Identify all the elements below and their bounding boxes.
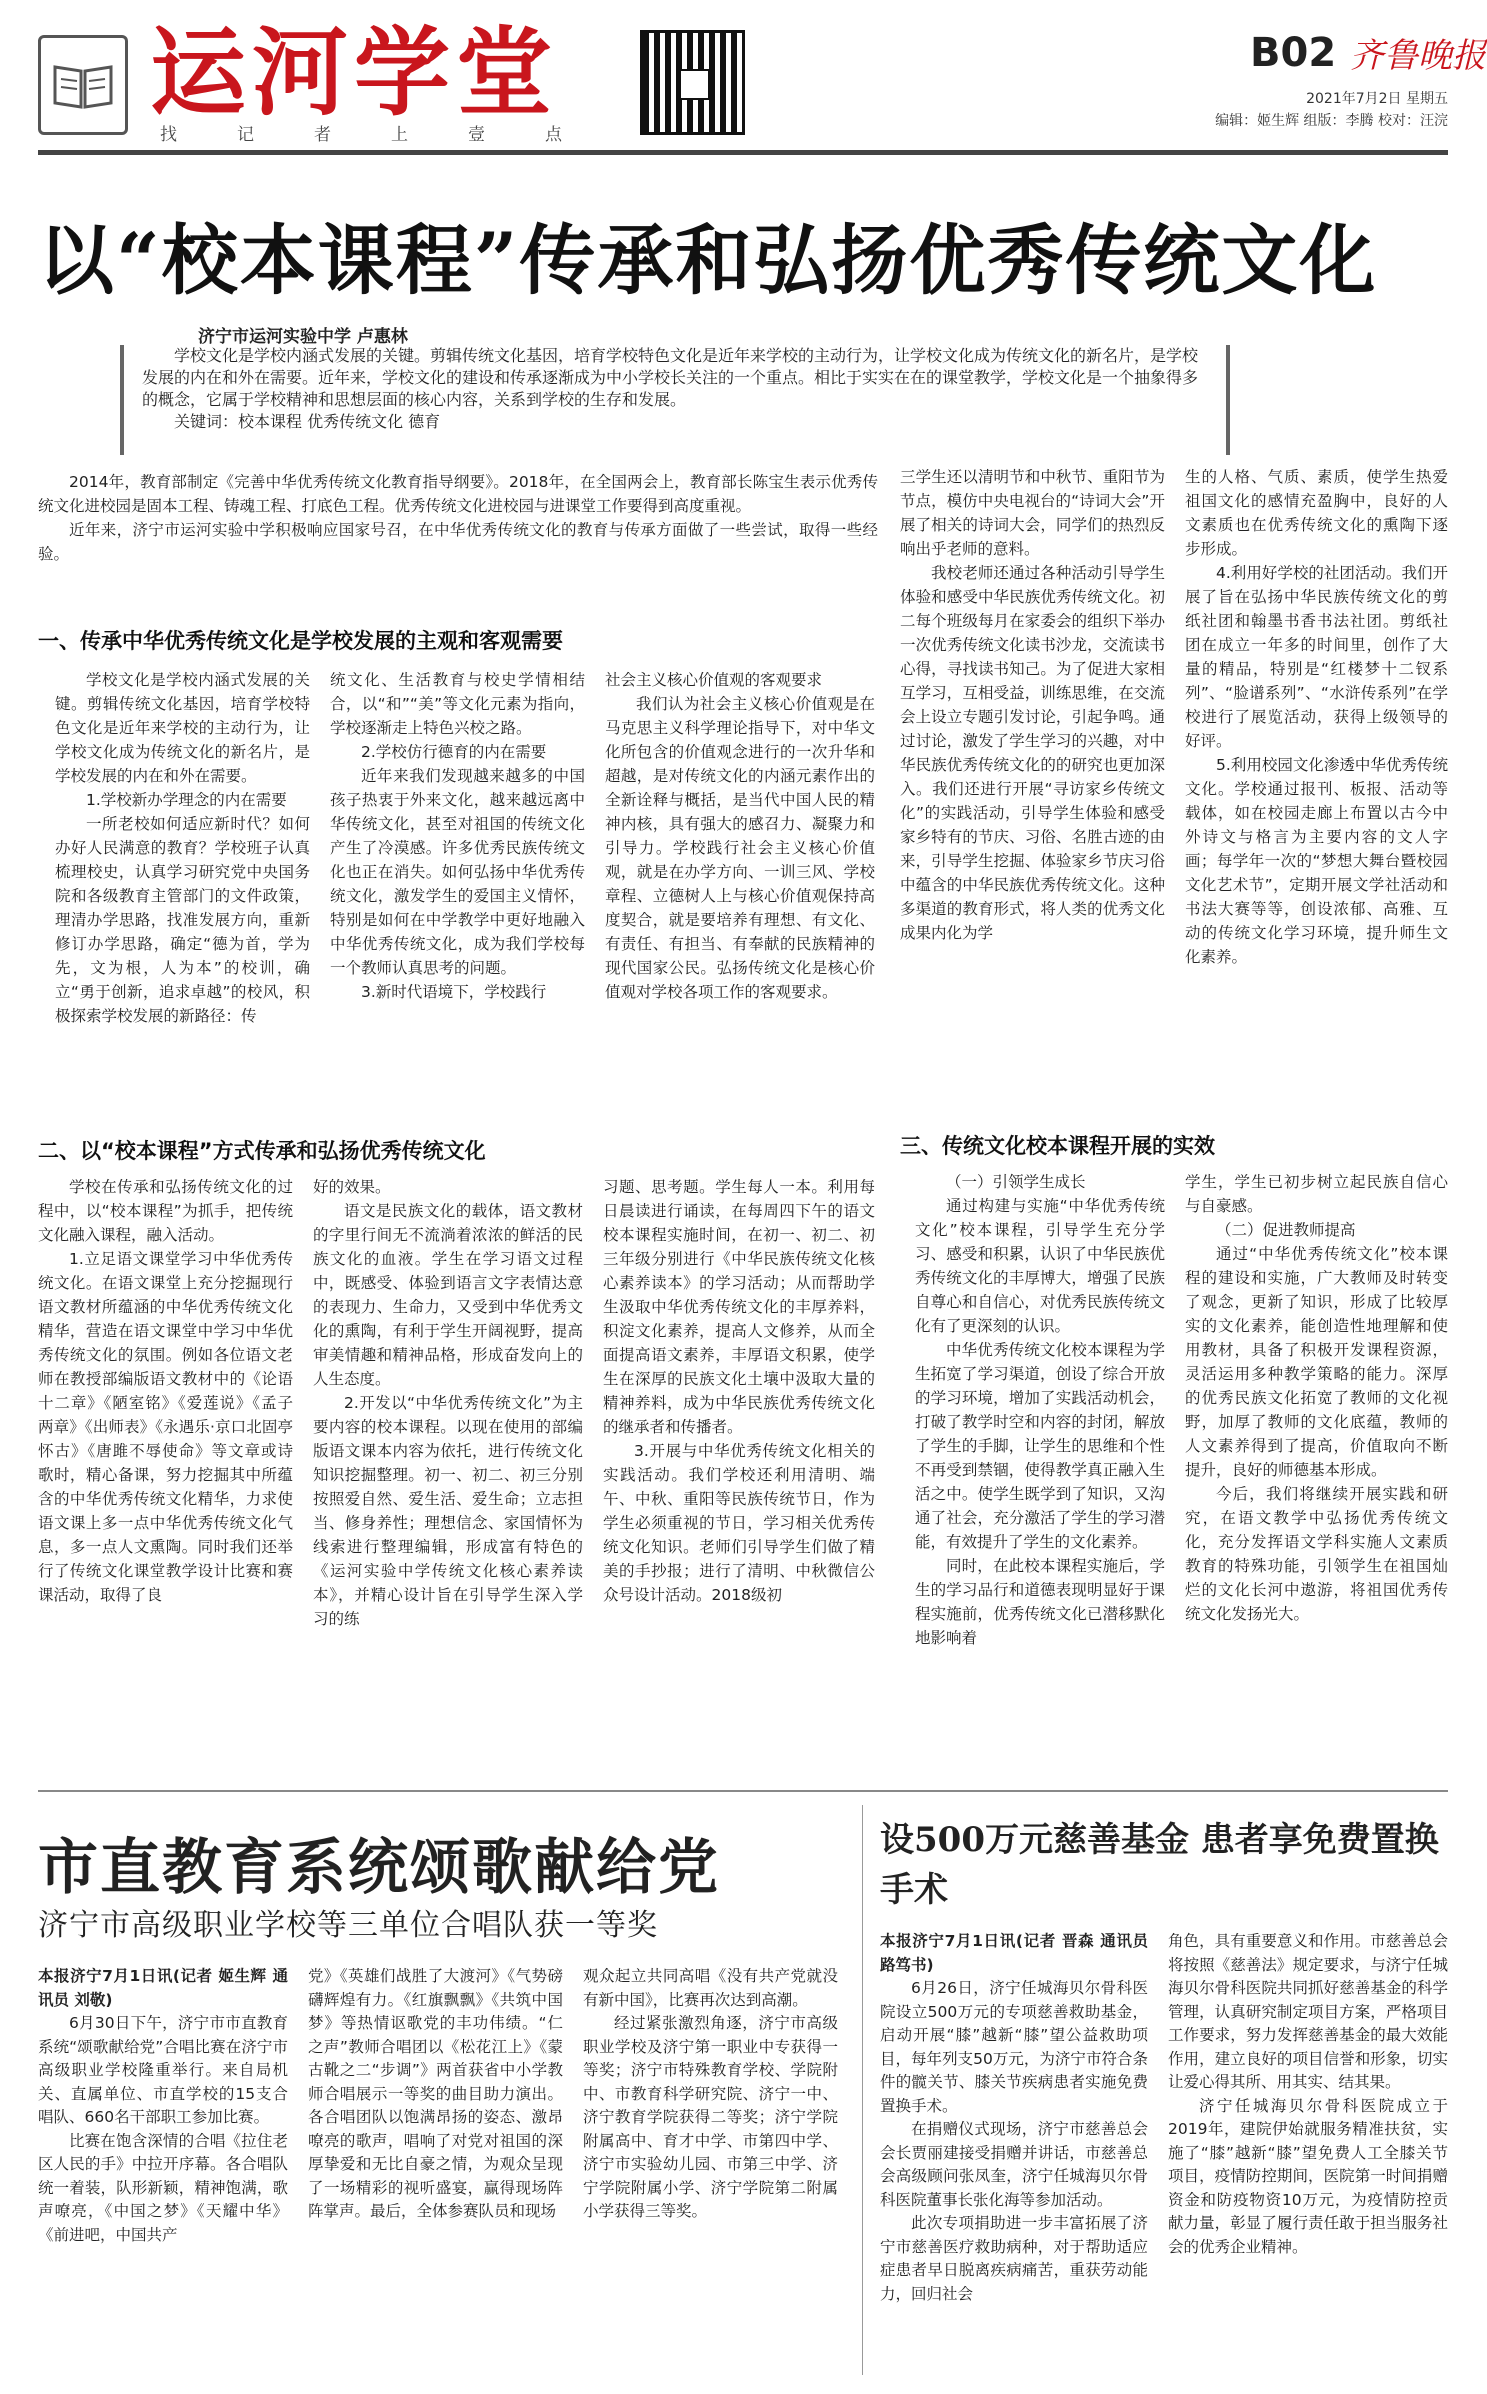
article2-col3: [583, 1965, 838, 2224]
article1-byline: 济宁市运河实验中学 卢惠林: [198, 327, 408, 347]
article2-col1: [38, 1965, 288, 2247]
article2-col2: [308, 1965, 563, 2224]
issue-date: 2021年7月2日 星期五: [1306, 91, 1448, 107]
article2-subtitle: 济宁市高级职业学校等三单位合唱队获一等奖: [38, 1908, 658, 1943]
paragraph: 近年来我们发现越来越多的中国孩子热衷于外来文化，越来越远离中华传统文化，甚至对祖国的传统文化产生了冷漠感。许多优秀民族传统文化也正在消失。如何弘扬中华优秀传统文化，激发学生的爱国主义情怀，特别是如何在中学教学中更好地融入中华优秀传统文化，成为我们学校每一个教师认真思考的问题。: [330, 767, 585, 977]
section1-col2: [330, 668, 585, 1004]
paragraph: 三学生还以清明节和中秋节、重阳节为节点，模仿中央电视台的“诗词大会”开展了相关的诗词大会，同学们的热烈反响出乎老师的意料。: [900, 468, 1165, 558]
section3-col1: [915, 1170, 1165, 1650]
article3-col1: [880, 1930, 1148, 2306]
intro-paragraph: 2014年，教育部制定《完善中华优秀传统文化教育指导纲要》。2018年，在全国两会上，教育部长陈宝生表示优秀传统文化进校园是固本工程、铸魂工程、打底色工程。优秀传统文化进校园与进课堂工作要得到高度重视。: [38, 473, 878, 515]
paragraph: 5.利用校园文化渗透中华优秀传统文化。学校通过报刊、板报、活动等载体，如在校园走廊上布置以古今中外诗文与格言为主要内容的文人字画；每学年一次的“梦想大舞台暨校园文化艺术节”，定期开展文学社活动和书法大赛等等，创设浓郁、高雅、互动的传统文化学习环境，提升师生文化素养。: [1185, 756, 1448, 966]
article1-title: 以“校本课程”传承和弘扬优秀传统文化: [38, 216, 1378, 305]
paragraph: （一）引领学生成长: [946, 1173, 1086, 1191]
column-divider: [862, 1805, 863, 2375]
paragraph: 2.学校仿行德育的内在需要: [361, 743, 547, 761]
paper-name-logo: 齐鲁晚报: [1350, 36, 1486, 76]
paragraph: 好的效果。: [313, 1178, 391, 1196]
paragraph: 经过紧张激烈角逐，济宁市高级职业学校及济宁第一职业中专获得一等奖；济宁市特殊教育学校、学院附中、市教育科学研究院、济宁一中、济宁教育学院获得二等奖；济宁学院附属高中、育才中学、市第四中学、济宁市实验幼儿园、市第三中学、济宁学院附属小学、济宁学院第二附属小学获得三等奖。: [583, 2014, 838, 2220]
paragraph: 比赛在饱含深情的合唱《拉住老区人民的手》中拉开序幕。各合唱队统一着装，队形新颖，精神饱满，歌声嘹亮，《中国之梦》《天耀中华》《前进吧，中国共产: [38, 2131, 288, 2244]
paragraph: 我校老师还通过各种活动引导学生体验和感受中华民族优秀传统文化。初二每个班级每月在家委会的组织下举办一次优秀传统文化读书沙龙，交流读书心得，寻找读书知己。为了促进大家相互学习，互相受益，训练思维，在交流会上设立专题引发讨论，引起争鸣。通过讨论，激发了学生学习的兴趣，对中华民族优秀传统文化的的研究也更加深入。我们还进行开展“寻访家乡传统文化”的实践活动，引导学生体验和感受家乡特有的节庆、习俗、名胜古迹的由来，引导学生挖掘、体验家乡节庆习俗中蕴含的中华民族优秀传统文化。这种多渠道的教育形式，将人类的优秀文化成果内化为学: [900, 564, 1165, 942]
paragraph: （二）促进教师提高: [1216, 1221, 1356, 1239]
masthead-title: 运河学堂: [150, 16, 558, 129]
header-divider: [38, 150, 1448, 155]
right-col1: [900, 465, 1165, 945]
page-number: B02: [1250, 30, 1337, 76]
paragraph: 观众起立共同高唱《没有共产党就没有新中国》，比赛再次达到高潮。: [583, 1967, 838, 2009]
section1-col3: [605, 668, 875, 1004]
paragraph: 2.开发以“中华优秀传统文化”为主要内容的校本课程。以现在使用的部编版语文课本内容为依托，进行传统文化知识挖掘整理。初一、初二、初三分别按照爱自然、爱生活、爱生命；立志担当、修身养性；理想信念、家国情怀为线索进行整理编辑，形成富有特色的《运河实验中学传统文化核心素养读本》，并精心设计旨在引导学生深入学习的练: [313, 1394, 583, 1628]
section-heading-1: 一、传承中华优秀传统文化是学校发展的主观和客观需要: [38, 629, 563, 653]
issue-staff: 编辑：姬生辉 组版：李腾 校对：汪浣: [1215, 113, 1448, 129]
paragraph: 学生，学生已初步树立起民族自信心与自豪感。: [1185, 1173, 1448, 1215]
section3-col2: [1185, 1170, 1448, 1626]
article2-lead: 本报济宁7月1日讯(记者 姬生辉 通讯员 刘敬): [38, 1967, 288, 2009]
article2-title: 市直教育系统颂歌献给党: [38, 1833, 720, 1903]
paragraph: 6月26日，济宁任城海贝尔骨科医院设立500万元的专项慈善救助基金，启动开展“膝”越新“膝”望公益救助项目，每年列支50万元，为济宁市符合条件的髋关节、膝关节疾病患者实施免费置换手术。: [880, 1979, 1148, 2115]
paragraph: 此次专项捐助进一步丰富拓展了济宁市慈善医疗救助病种，对于帮助适应症患者早日脱离疾病痛苦，重获劳动能力，回归社会: [880, 2214, 1148, 2303]
article1-keywords: 关键词：校本课程 优秀传统文化 德育: [174, 412, 441, 431]
paragraph: 角色，具有重要意义和作用。市慈善总会将按照《慈善法》规定要求，与济宁任城海贝尔骨科医院共同抓好慈善基金的科学管理，认真研究制定项目方案，严格项目工作要求，努力发挥慈善基金的最大效能作用，建立良好的项目信誉和形象，切实让爱心得其所、用其实、结其果。: [1168, 1932, 1448, 2091]
paragraph: 济宁任城海贝尔骨科医院成立于2019年，建院伊始就服务精准扶贫，实施了“膝”越新“膝”望免费人工全膝关节项目，疫情防控期间，医院第一时间捐赠资金和防疫物资10万元，为疫情防控贡献力量，彰显了履行责任敢于担当服务社会的优秀企业精神。: [1168, 2096, 1448, 2256]
paragraph: 习题、思考题。学生每人一本。利用每日晨读进行诵读，在每周四下午的语文校本课程实施时间，在初一、初二、初三年级分别进行《中华民族传统文化核心素养读本》的学习活动；从而帮助学生汲取中华优秀传统文化的丰厚养料，积淀文化素养，提高人文修养，从而全面提高语文素养，丰厚语文积累，使学生在深厚的民族文化土壤中汲取大量的精神养料，成为中华民族优秀传统文化的继承者和传播者。: [603, 1178, 875, 1436]
section2-col1: [38, 1175, 293, 1607]
open-book-icon: [51, 59, 115, 111]
masthead-slogan: 找记者上壹点: [160, 125, 622, 145]
article1-intro: [38, 470, 878, 566]
article1-abstract-box: [120, 345, 1230, 455]
article-divider: [38, 1790, 1448, 1792]
paragraph: 今后，我们将继续开展实践和研究，在语文教学中弘扬优秀传统文化，充分发挥语文学科实施人文素质教育的特殊功能，引领学生在祖国灿烂的文化长河中遨游，将祖国优秀传统文化发扬光大。: [1185, 1485, 1448, 1623]
paragraph: 1.学校新办学理念的内在需要: [86, 791, 287, 809]
paragraph: 社会主义核心价值观的客观要求: [605, 671, 823, 689]
section-heading-2: 二、以“校本课程”方式传承和弘扬优秀传统文化: [38, 1139, 486, 1163]
paragraph: 学校文化是学校内涵式发展的关键。剪辑传统文化基因，培育学校特色文化是近年来学校的主动行为，让学校文化成为传统文化的新名片，是学校发展的内在和外在需要。: [55, 671, 310, 785]
right-col2: [1185, 465, 1448, 969]
paragraph: 中华优秀传统文化校本课程为学生拓宽了学习渠道，创设了综合开放的学习环境，增加了实践活动机会，打破了教学时空和内容的封闭，解放了学生的手脚，让学生的思维和个性不再受到禁锢，使得教学真正融入生活之中。使学生既学到了知识，又沟通了社会，充分激活了学生的学习潜能，有效提升了学生的文化素养。: [915, 1341, 1165, 1551]
paragraph: 1.立足语文课堂学习中华优秀传统文化。在语文课堂上充分挖掘现行语文教材所蕴涵的中华优秀传统文化精华，营造在语文课堂中学习中华优秀传统文化的氛围。例如各位语文老师在教授部编版语文教材中的《论语十二章》《陋室铭》《爱莲说》《孟子两章》《出师表》《永遇乐·京口北固亭怀古》《唐雎不辱使命》等文章或诗歌时，精心备课，努力挖掘其中所蕴含的中华优秀传统文化精华，力求使语文课上多一点中华优秀传统文化气息，多一点人文熏陶。同时我们还举行了传统文化课堂教学设计比赛和赛课活动，取得了良: [38, 1250, 293, 1604]
article3-title: 设500万元慈善基金 患者享免费置换手术: [880, 1820, 1439, 1910]
section-heading-3: 三、传统文化校本课程开展的实效: [900, 1134, 1215, 1158]
paragraph: 在捐赠仪式现场，济宁市慈善总会会长贾丽建接受捐赠并讲话，市慈善总会高级顾问张凤奎，济宁任城海贝尔骨科医院董事长张化海等参加活动。: [880, 2120, 1148, 2209]
issue-info: [1200, 88, 1448, 132]
paragraph: 6月30日下午，济宁市市直教育系统“颂歌献给党”合唱比赛在济宁市高级职业学校隆重举行。来自局机关、直属单位、市直学校的15支合唱队、660名干部职工参加比赛。: [38, 2014, 288, 2126]
intro-paragraph: 近年来，济宁市运河实验中学积极响应国家号召，在中华优秀传统文化的教育与传承方面做了一些尝试，取得一些经验。: [38, 521, 878, 563]
section2-col2: [313, 1175, 583, 1631]
paragraph: 我们认为社会主义核心价值观是在马克思主义科学理论指导下，对中华文化所包含的价值观念进行的一次升华和超越，是对传统文化的内涵元素作出的全新诠释与概括，是当代中国人民的精神内核，具有强大的感召力、凝聚力和引导力。学校践行社会主义核心价值观，就是在办学方向、一训三风、学校章程、立德树人上与核心价值观保持高度契合，就是要培养有理想、有文化、有责任、有担当、有奉献的民族精神的现代国家公民。弘扬传统文化是核心价值观对学校各项工作的客观要求。: [605, 695, 875, 1001]
section2-col3: [603, 1175, 875, 1607]
article3-lead: 本报济宁7月1日讯(记者 晋森 通讯员 路笃书): [880, 1932, 1148, 1974]
book-logo-icon: [38, 35, 128, 135]
paragraph: 语文是民族文化的载体，语文教材的字里行间无不流淌着浓浓的鲜活的民族文化的血液。学生在学习语文过程中，既感受、体验到语言文字表情达意的表现力、生命力，又受到中华优秀文化的熏陶，有利于学生开阔视野，提高审美情趣和精神品格，形成奋发向上的人生态度。: [313, 1202, 583, 1388]
paragraph: 通过构建与实施“中华优秀传统文化”校本课程，引导学生充分学习、感受和积累，认识了中华民族优秀传统文化的丰厚博大，增强了民族自尊心和自信心，对优秀民族传统文化有了更深刻的认识。: [915, 1197, 1165, 1335]
paragraph: 统文化、生活教育与校史学情相结合，以“和”“美”等文化元素为指向，学校逐渐走上特色兴校之路。: [330, 671, 585, 737]
qr-code-icon[interactable]: [640, 30, 745, 135]
paragraph: 同时，在此校本课程实施后，学生的学习品行和道德表现明显好于课程实施前，优秀传统文化已潜移默化地影响着: [915, 1557, 1165, 1647]
section1-col1: [55, 668, 310, 1028]
paragraph: 4.利用好学校的社团活动。我们开展了旨在弘扬中华民族传统文化的剪纸社团和翰墨书香书法社团。剪纸社团在成立一年多的时间里，创作了大量的精品，特别是“红楼梦十二钗系列”、“脸谱系列”、“水浒传系列”在学校进行了展览活动，获得上级领导的好评。: [1185, 564, 1448, 750]
paragraph: 学校在传承和弘扬传统文化的过程中，以“校本课程”为抓手，把传统文化融入课程，融入活动。: [38, 1178, 293, 1244]
paragraph: 3.新时代语境下，学校践行: [361, 983, 547, 1001]
paragraph: 生的人格、气质、素质，使学生热爱祖国文化的感情充盈胸中，良好的人文素质也在优秀传统文化的熏陶下逐步形成。: [1185, 468, 1448, 558]
paragraph: 3.开展与中华优秀传统文化相关的实践活动。我们学校还利用清明、端午、中秋、重阳等民族传统节日，作为学生必须重视的节日，学习相关优秀传统文化知识。老师们引导学生们做了精美的手抄报；进行了清明、中秋微信公众号设计活动。2018级初: [603, 1442, 875, 1604]
paragraph: 一所老校如何适应新时代？如何办好人民满意的教育？学校班子认真梳理校史，认真学习研究党中央国务院和各级教育主管部门的文件政策，理清办学思路，找准发展方向，重新修订办学思路，确定“德为首，学为先，文为根，人为本”的校训，确立“勇于创新，追求卓越”的校风，积极探索学校发展的新路径：传: [55, 815, 310, 1025]
article3-col2: [1168, 1930, 1448, 2259]
article1-abstract: 学校文化是学校内涵式发展的关键。剪辑传统文化基因，培育学校特色文化是近年来学校的主动行为，让学校文化成为传统文化的新名片，是学校发展的内在和外在需要。近年来，学校文化的建设和传承逐渐成为中小学校长关注的一个重点。相比于实实在在的课堂教学，学校文化是一个抽象得多的概念，它属于学校精神和思想层面的核心内容，关系到学校的生存和发展。: [142, 346, 1199, 409]
paragraph: 通过“中华优秀传统文化”校本课程的建设和实施，广大教师及时转变了观念，更新了知识，形成了比较厚实的文化素养，能创造性地理解和使用教材，具备了积极开发课程资源，灵活运用多种教学策略的能力。深厚的优秀民族文化拓宽了教师的文化视野，加厚了教师的文化底蕴，教师的人文素养得到了提高，价值取向不断提升，良好的师德基本形成。: [1185, 1245, 1448, 1479]
paragraph: 党》《英雄们战胜了大渡河》《气势磅礴辉煌有力。《红旗飘飘》《共筑中国梦》等热情讴歌党的丰功伟绩。“仁之声”教师合唱团以《松花江上》《蒙古靴之二“步调”》两首获省中小学教师合唱展示一等奖的曲目助力演出。各合唱团队以饱满昂扬的姿态、激昂嘹亮的歌声，唱响了对党对祖国的深厚挚爱和无比自豪之情，为观众呈现了一场精彩的视听盛宴，赢得现场阵阵掌声。最后，全体参赛队员和现场: [308, 1967, 563, 2220]
